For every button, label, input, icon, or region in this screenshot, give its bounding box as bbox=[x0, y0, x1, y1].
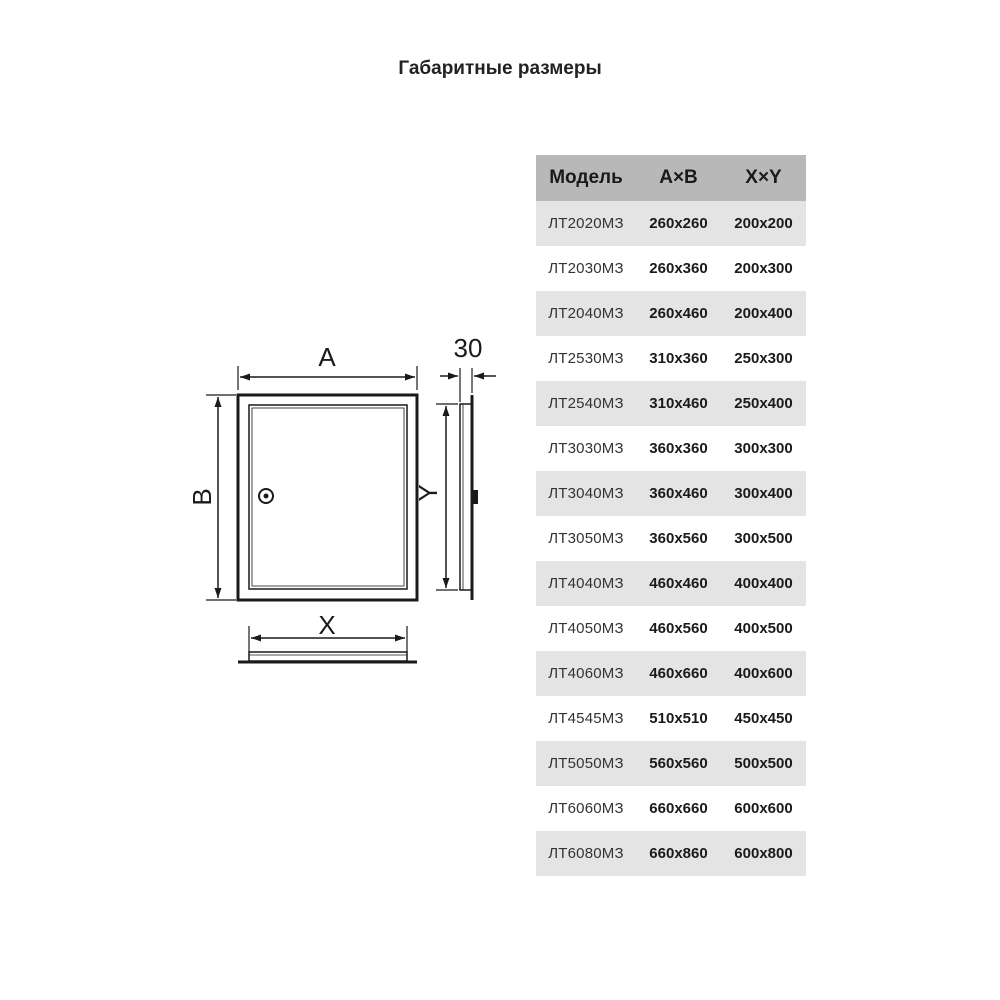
table-row bbox=[536, 291, 806, 336]
cell-xy: 400x400 bbox=[721, 561, 806, 606]
table-row bbox=[536, 381, 806, 426]
table-row bbox=[536, 696, 806, 741]
cell-xy: 300x300 bbox=[734, 440, 793, 457]
cell-model: ЛТ2040МЗ bbox=[536, 291, 636, 336]
table-row bbox=[536, 516, 806, 561]
cell-model: ЛТ5050МЗ bbox=[536, 741, 636, 786]
cell-ab: 360x460 bbox=[636, 471, 721, 516]
cell-xy: 450x450 bbox=[734, 710, 793, 727]
table-row bbox=[536, 246, 806, 291]
cell-ab: 660x660 bbox=[649, 800, 708, 817]
cell-ab: 460x460 bbox=[636, 561, 721, 606]
table-row bbox=[536, 651, 806, 696]
dimension-depth bbox=[440, 333, 496, 402]
cell-model: ЛТ3030МЗ bbox=[548, 440, 624, 457]
table-row bbox=[536, 471, 806, 516]
dimension-y bbox=[413, 404, 458, 590]
table-row bbox=[536, 741, 806, 786]
cell-xy: 600x800 bbox=[721, 831, 806, 876]
label-b: B bbox=[187, 488, 217, 506]
model-size-table bbox=[536, 155, 806, 876]
dimension-b bbox=[187, 395, 236, 600]
cell-xy: 200x300 bbox=[734, 260, 793, 277]
cell-ab: 510x510 bbox=[649, 710, 708, 727]
dimension-x bbox=[249, 610, 407, 652]
label-y: Y bbox=[413, 484, 443, 502]
header-xy: X×Y bbox=[721, 155, 806, 201]
lock-icon bbox=[259, 489, 273, 503]
cell-xy: 200x200 bbox=[721, 201, 806, 246]
cell-model: ЛТ2540МЗ bbox=[536, 381, 636, 426]
cell-model: ЛТ4050МЗ bbox=[548, 620, 624, 637]
cell-xy: 250x400 bbox=[721, 381, 806, 426]
cell-model: ЛТ6080МЗ bbox=[536, 831, 636, 876]
table-row bbox=[536, 831, 806, 876]
label-depth: 30 bbox=[453, 333, 483, 363]
dimension-a bbox=[238, 342, 417, 390]
cell-xy: 400x600 bbox=[721, 651, 806, 696]
cell-ab: 310x460 bbox=[636, 381, 721, 426]
cell-xy: 400x500 bbox=[734, 620, 793, 637]
cell-ab: 660x860 bbox=[636, 831, 721, 876]
cell-model: ЛТ2530МЗ bbox=[548, 350, 624, 367]
table-header-row bbox=[536, 155, 806, 201]
cell-model: ЛТ4060МЗ bbox=[536, 651, 636, 696]
label-a: A bbox=[318, 342, 336, 372]
hatch-bottom-view bbox=[238, 652, 417, 662]
cell-model: ЛТ3050МЗ bbox=[548, 530, 624, 547]
cell-ab: 460x660 bbox=[636, 651, 721, 696]
cell-ab: 260x360 bbox=[649, 260, 708, 277]
cell-ab: 310x360 bbox=[649, 350, 708, 367]
cell-model: ЛТ2030МЗ bbox=[548, 260, 624, 277]
hatch-side-view bbox=[460, 395, 478, 600]
cell-model: ЛТ4040МЗ bbox=[536, 561, 636, 606]
cell-model: ЛТ6060МЗ bbox=[548, 800, 624, 817]
cell-xy: 500x500 bbox=[721, 741, 806, 786]
table-row bbox=[536, 336, 806, 381]
cell-xy: 300x500 bbox=[734, 530, 793, 547]
header-model: Модель bbox=[536, 155, 636, 201]
table-row bbox=[536, 426, 806, 471]
cell-xy: 300x400 bbox=[721, 471, 806, 516]
cell-xy: 200x400 bbox=[721, 291, 806, 336]
table-row bbox=[536, 201, 806, 246]
table-row bbox=[536, 561, 806, 606]
cell-xy: 250x300 bbox=[734, 350, 793, 367]
page-title: Габаритные размеры bbox=[398, 58, 602, 79]
cell-model: ЛТ4545МЗ bbox=[548, 710, 624, 727]
header-ab: A×B bbox=[636, 155, 721, 201]
cell-ab: 260x260 bbox=[636, 201, 721, 246]
cell-ab: 560x560 bbox=[636, 741, 721, 786]
hatch-front-view bbox=[238, 395, 417, 600]
table-row bbox=[536, 606, 806, 651]
cell-model: ЛТ2020МЗ bbox=[536, 201, 636, 246]
cell-xy: 600x600 bbox=[734, 800, 793, 817]
cell-ab: 360x560 bbox=[649, 530, 708, 547]
cell-ab: 260x460 bbox=[636, 291, 721, 336]
label-x: X bbox=[318, 610, 336, 640]
cell-model: ЛТ3040МЗ bbox=[536, 471, 636, 516]
cell-ab: 360x360 bbox=[649, 440, 708, 457]
cell-ab: 460x560 bbox=[649, 620, 708, 637]
table-row bbox=[536, 786, 806, 831]
